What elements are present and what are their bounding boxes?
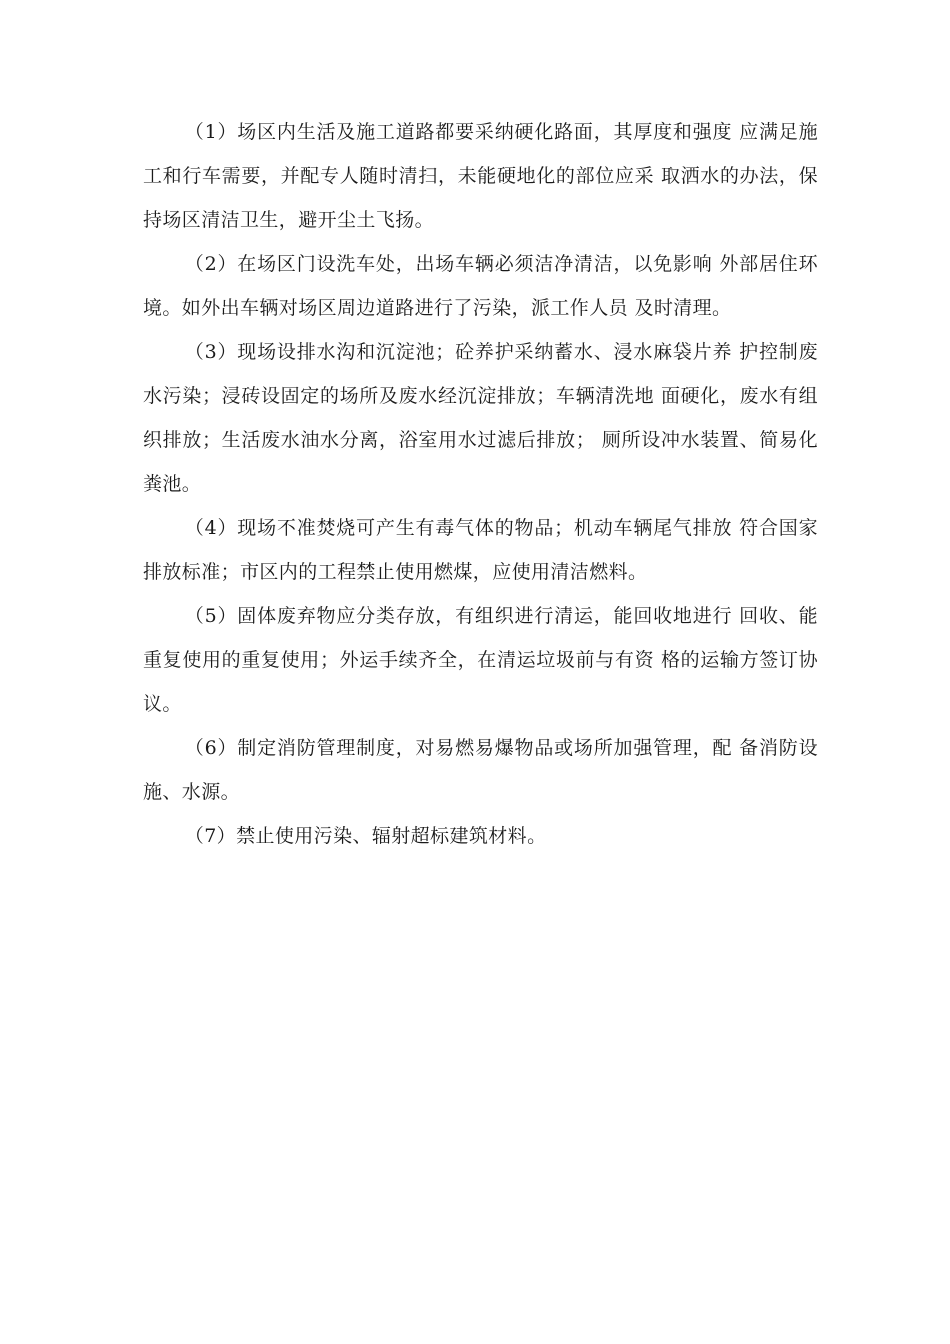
paragraph-3: （3）现场设排水沟和沉淀池；砼养护采纳蓄水、浸水麻袋片养 护控制废水污染；浸砖设固定的场所及废水经沉淀排放；车辆清洗地 面硬化，废水有组织排放；生活废水油水分离，浴室用水过滤后排放； 厕所设冲水装置、简易化粪池。: [143, 341, 818, 495]
paragraph-6: （6）制定消防管理制度，对易燃易爆物品或场所加强管理，配 备消防设施、水源。: [143, 737, 818, 803]
paragraph-4: （4）现场不准焚烧可产生有毒气体的物品；机动车辆尾气排放 符合国家排放标准；市区内的工程禁止使用燃煤，应使用清洁燃料。: [143, 517, 818, 583]
paragraph-7: （7）禁止使用污染、辐射超标建筑材料。: [184, 825, 547, 847]
paragraph-1: （1）场区内生活及施工道路都要采纳硬化路面，其厚度和强度 应满足施工和行车需要，并配专人随时清扫，未能硬地化的部位应采 取洒水的办法，保持场区清洁卫生，避开尘土飞扬。: [143, 121, 818, 231]
paragraph-5: （5）固体废弃物应分类存放，有组织进行清运，能回收地进行 回收、能重复使用的重复使用；外运手续齐全，在清运垃圾前与有资 格的运输方签订协议。: [143, 605, 818, 715]
paragraph-2: （2）在场区门设洗车处，出场车辆必须洁净清洁，以免影响 外部居住环境。如外出车辆对场区周边道路进行了污染，派工作人员 及时清理。: [143, 253, 818, 319]
document-body: [143, 110, 818, 858]
